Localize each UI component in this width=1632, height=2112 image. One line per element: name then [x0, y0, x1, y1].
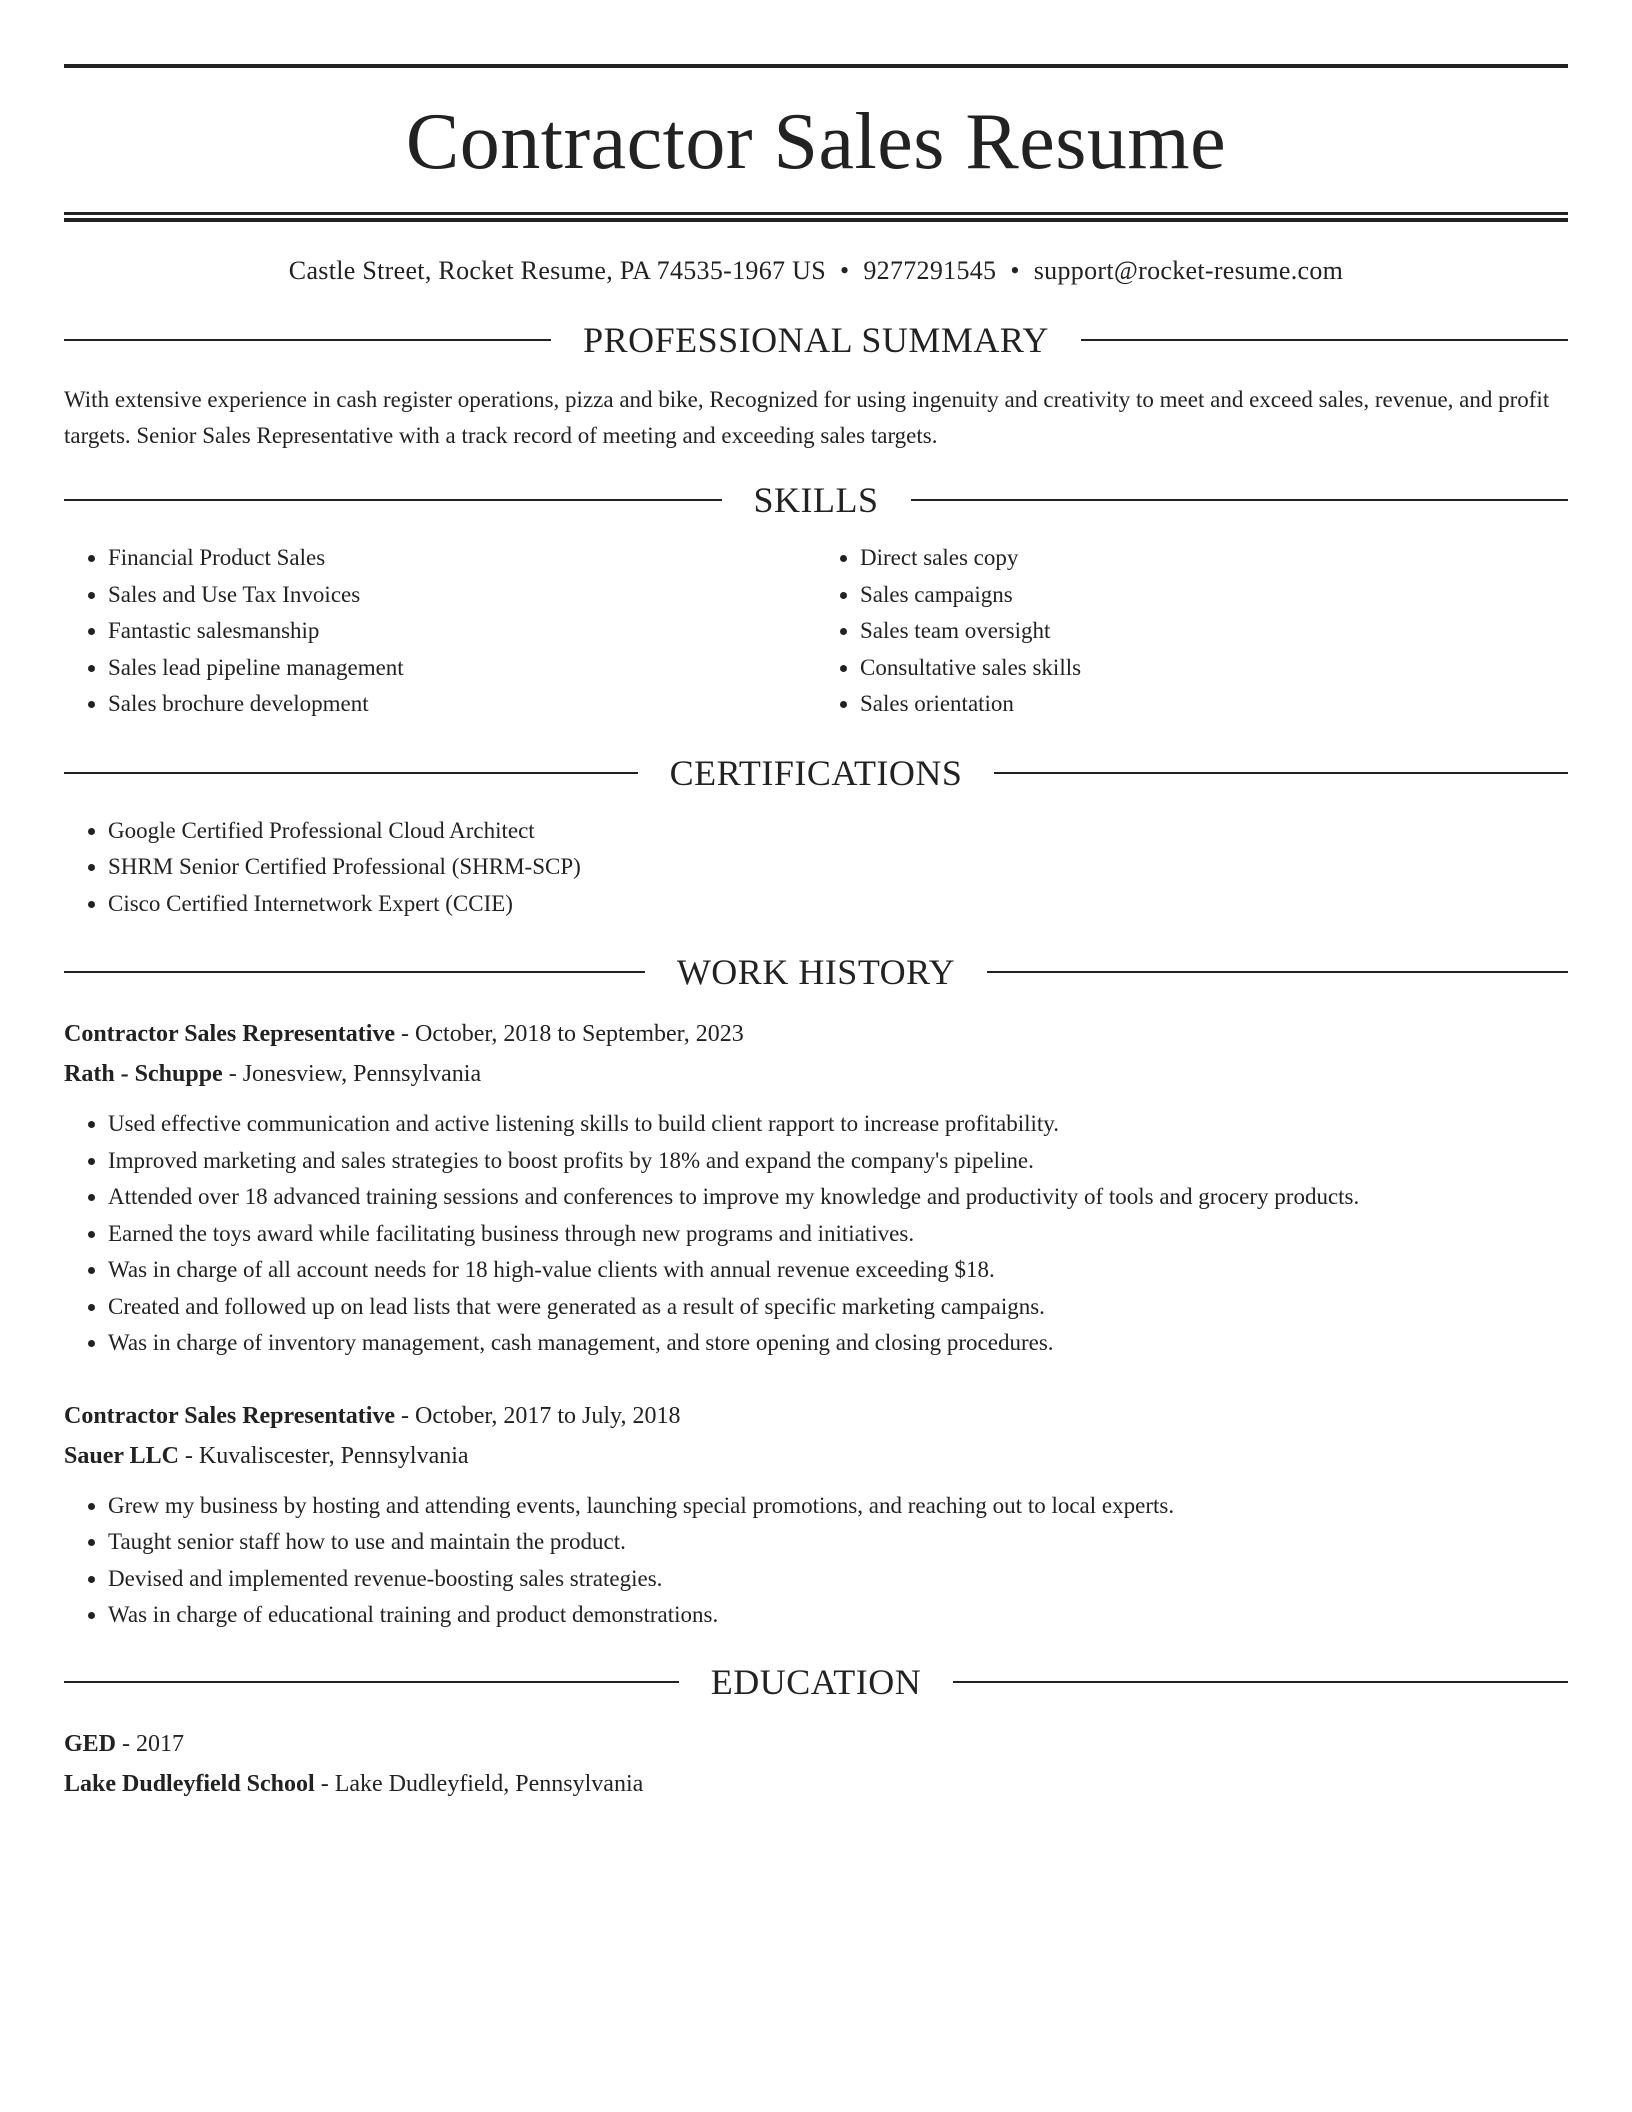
job-dates: - October, 2018 to September, 2023 — [395, 1021, 744, 1047]
certification-item: • SHRM Senior Certified Professional (SHRM-SCP) — [108, 849, 1568, 886]
job-duty: • Improved marketing and sales strategies to boost profits by 18% and expand the company's pipeline. — [108, 1143, 1568, 1180]
job-duty: • Earned the toys award while facilitating business through new programs and initiatives. — [108, 1216, 1568, 1253]
job-entry — [64, 1396, 1568, 1634]
job-company: Sauer LLC — [64, 1442, 179, 1469]
work-history-heading-label: WORK HISTORY — [676, 952, 956, 992]
job-dates: - October, 2017 to July, 2018 — [395, 1402, 681, 1429]
resume-title: Contractor Sales Resume — [405, 98, 1227, 186]
summary-text: With extensive experience in cash register operations, pizza and bike, Recognized for using ingenuity and creativity to meet and exceed sales, revenue, and profit targets. Senior Sales Representative with a track record of meeting and exceeding sales targets. — [64, 387, 1550, 448]
job-title: Contractor Sales Representative — [64, 1021, 396, 1047]
divider-line — [64, 499, 722, 501]
job-duties-list — [64, 1106, 1568, 1362]
skills-grid — [64, 520, 1568, 723]
certification-item: • Cisco Certified Internetwork Expert (CCIE) — [108, 886, 1568, 923]
job-location: - Kuvaliscester, Pennsylvania — [178, 1442, 469, 1469]
divider-line — [64, 339, 551, 341]
job-duty: • Taught senior staff how to use and maintain the product. — [108, 1524, 1568, 1561]
certifications-list — [64, 813, 1568, 923]
skill-item: • Sales team oversight — [860, 613, 1568, 650]
skill-item: • Fantastic salesmanship — [108, 613, 816, 650]
skills-heading — [64, 480, 1568, 520]
job-title-line — [64, 1396, 1568, 1436]
job-duty: • Was in charge of all account needs for 18 high-value clients with annual revenue exceeding $18. — [108, 1252, 1568, 1289]
divider-line — [911, 499, 1569, 501]
job-duty: • Attended over 18 advanced training sessions and conferences to improve my knowledge and productivity of tools and grocery products. — [108, 1179, 1568, 1216]
skills-heading-label: SKILLS — [753, 480, 879, 520]
contact-separator: • — [839, 256, 850, 285]
skill-item: • Sales and Use Tax Invoices — [108, 577, 816, 614]
job-duty: • Was in charge of inventory management, cash management, and store opening and closing procedures. — [108, 1325, 1568, 1362]
skill-item: • Direct sales copy — [860, 540, 1568, 577]
certifications-heading-label: CERTIFICATIONS — [669, 752, 963, 793]
job-company-line — [64, 1054, 1568, 1094]
skill-item: • Financial Product Sales — [108, 540, 816, 577]
education-school-line — [64, 1764, 1568, 1804]
education-location: - Lake Dudleyfield, Pennsylvania — [314, 1770, 644, 1797]
job-company-line — [64, 1436, 1568, 1476]
certification-item: • Google Certified Professional Cloud Architect — [108, 813, 1568, 850]
job-duty: • Was in charge of educational training and product demonstrations. — [108, 1597, 1568, 1634]
education-heading — [64, 1662, 1568, 1702]
skill-item: • Sales orientation — [860, 686, 1568, 723]
resume-page — [64, 64, 1568, 1804]
job-title-line — [64, 1014, 1568, 1054]
certifications-heading — [64, 753, 1568, 793]
summary-heading-label: PROFESSIONAL SUMMARY — [583, 320, 1049, 360]
education-degree: GED — [64, 1730, 117, 1757]
divider-line — [987, 971, 1568, 973]
contact-address: Castle Street, Rocket Resume, PA 74535-1967 US — [288, 256, 826, 285]
job-entry — [64, 1014, 1568, 1362]
contact-line — [64, 256, 1568, 286]
education-year: - 2017 — [116, 1730, 185, 1757]
contact-phone: 9277291545 — [863, 256, 997, 285]
job-location: - Jonesview, Pennsylvania — [222, 1061, 482, 1087]
divider-line — [64, 772, 638, 774]
top-rule — [64, 64, 1568, 68]
summary-heading — [64, 320, 1568, 360]
skill-item: • Consultative sales skills — [860, 650, 1568, 687]
work-history-heading — [64, 952, 1568, 992]
title-double-rule — [64, 212, 1568, 222]
job-company: Rath - Schuppe — [64, 1061, 223, 1087]
divider-line — [64, 1681, 679, 1683]
contact-separator: • — [1010, 256, 1020, 285]
divider-line — [1081, 339, 1568, 341]
divider-line — [953, 1681, 1568, 1683]
job-title: Contractor Sales Representative — [64, 1402, 396, 1429]
skill-item: • Sales campaigns — [860, 577, 1568, 614]
job-duty: • Used effective communication and active listening skills to build client rapport to increase profitability. — [108, 1106, 1568, 1143]
divider-line — [64, 971, 645, 973]
divider-line — [994, 772, 1568, 774]
job-duty: • Created and followed up on lead lists that were generated as a result of specific marketing campaigns. — [108, 1289, 1568, 1326]
skills-list-right — [816, 540, 1568, 723]
education-heading-label: EDUCATION — [710, 1661, 922, 1702]
job-duty: • Devised and implemented revenue-boosting sales strategies. — [108, 1561, 1568, 1598]
skill-item: • Sales brochure development — [108, 686, 816, 723]
education-degree-line — [64, 1724, 1568, 1764]
skills-list-left — [64, 540, 816, 723]
job-duties-list — [64, 1488, 1568, 1634]
job-duty: • Grew my business by hosting and attending events, launching special promotions, and reaching out to local experts. — [108, 1488, 1568, 1525]
education-school: Lake Dudleyfield School — [64, 1770, 315, 1797]
education-entry — [64, 1724, 1568, 1804]
skill-item: • Sales lead pipeline management — [108, 650, 816, 687]
contact-email: support@rocket-resume.com — [1033, 256, 1344, 285]
